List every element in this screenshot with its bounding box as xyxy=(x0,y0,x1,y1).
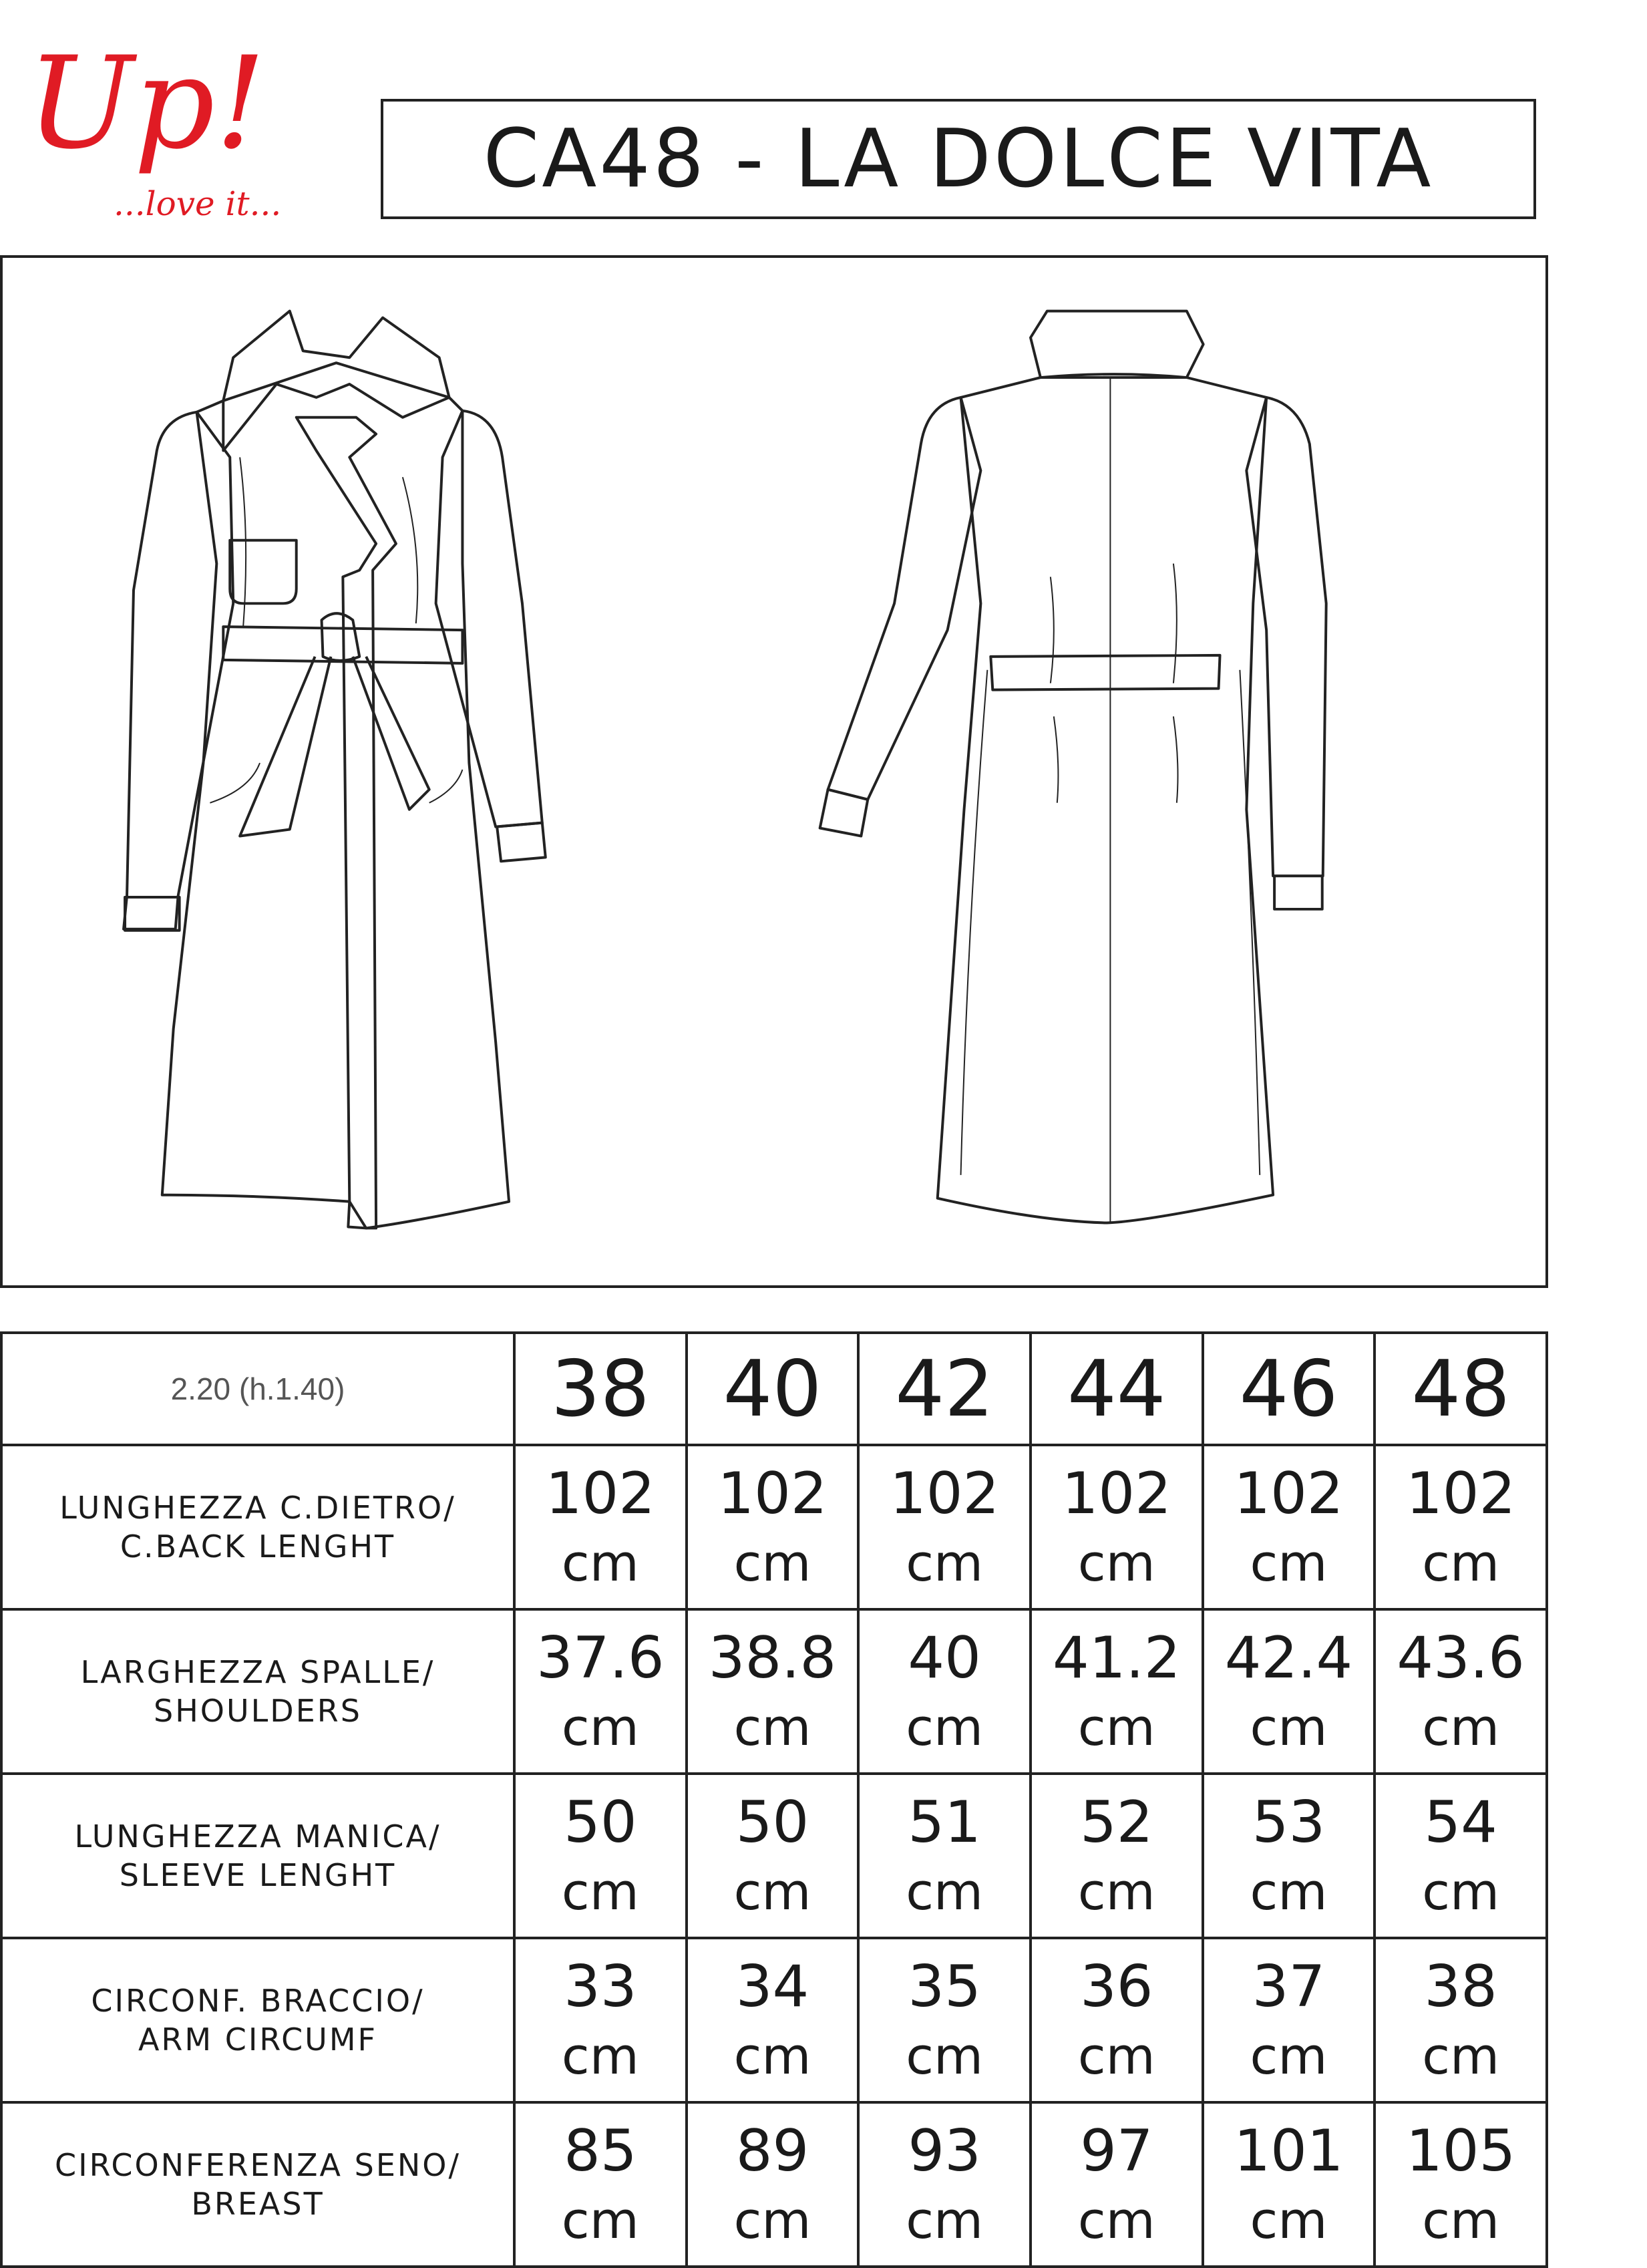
label-italian: CIRCONFERENZA SENO/ xyxy=(54,2147,462,2183)
front-chest-pocket xyxy=(230,540,296,604)
coat-front-view xyxy=(124,311,546,1229)
measurement-cell xyxy=(514,1445,687,1609)
size-label: 40 xyxy=(723,1343,822,1434)
technical-drawing-panel xyxy=(0,255,1548,1288)
logo-tagline: ...love it... xyxy=(114,184,282,223)
measurement-label-cell xyxy=(1,1774,514,1938)
front-pocket-right xyxy=(429,770,463,803)
measurement-cell xyxy=(1375,1445,1547,1609)
front-pocket-left xyxy=(210,763,260,803)
measurement-unit: cm xyxy=(1077,2191,1155,2250)
size-label: 42 xyxy=(895,1343,994,1434)
measurement-unit: cm xyxy=(1422,1533,1500,1593)
measurement-cell xyxy=(858,1609,1031,1774)
front-collar xyxy=(223,311,449,451)
back-collar xyxy=(1031,311,1204,377)
measurement-value: 42.4 xyxy=(1224,1625,1353,1691)
measurement-value: 51 xyxy=(908,1789,981,1856)
front-lapel-band xyxy=(297,418,396,1229)
measurement-unit: cm xyxy=(1422,2026,1500,2086)
measurement-cell xyxy=(514,1609,687,1774)
back-dart-left xyxy=(1051,577,1054,683)
measurement-value: 50 xyxy=(735,1789,809,1856)
measurement-cell xyxy=(1203,1774,1375,1938)
label-italian: LARGHEZZA SPALLE/ xyxy=(80,1654,435,1690)
logo-graphic xyxy=(20,40,334,234)
measurement-unit: cm xyxy=(1250,2191,1328,2250)
measurement-unit: cm xyxy=(561,1697,639,1757)
measurement-unit: cm xyxy=(906,1697,984,1757)
measurement-cell xyxy=(1375,2102,1547,2267)
measurement-row xyxy=(1,1445,1547,1609)
measurement-unit: cm xyxy=(1250,1862,1328,1921)
measurement-value: 43.6 xyxy=(1397,1625,1525,1691)
measurement-label-cell xyxy=(1,2102,514,2267)
measurement-cell xyxy=(1031,1609,1203,1774)
back-belt xyxy=(990,655,1220,690)
measurement-cell xyxy=(687,1445,859,1609)
measurement-value: 102 xyxy=(1234,1460,1344,1527)
measurement-value: 37 xyxy=(1252,1953,1326,2020)
measurement-cell xyxy=(858,1938,1031,2102)
label-english: BREAST xyxy=(191,2186,325,2222)
measurement-cell xyxy=(514,1938,687,2102)
size-header-cell xyxy=(1375,1333,1547,1445)
measurement-row xyxy=(1,1774,1547,1938)
size-label: 48 xyxy=(1411,1343,1510,1434)
measurement-row xyxy=(1,1609,1547,1774)
measurement-cell xyxy=(1375,1609,1547,1774)
back-right-cuff xyxy=(1274,876,1322,909)
size-header-cell xyxy=(1203,1333,1375,1445)
size-label: 38 xyxy=(551,1343,650,1434)
title-box xyxy=(381,99,1536,219)
brand-logo xyxy=(20,40,334,234)
measurement-value: 102 xyxy=(1406,1460,1516,1527)
measurement-unit: cm xyxy=(561,1862,639,1921)
front-body-outline xyxy=(162,363,509,1228)
measurement-unit: cm xyxy=(906,2026,984,2086)
measurement-value: 35 xyxy=(908,1953,981,2020)
measurement-cell xyxy=(1203,1445,1375,1609)
measurement-unit: cm xyxy=(561,1533,639,1593)
measurement-value: 37.6 xyxy=(536,1625,665,1691)
coat-drawings xyxy=(3,258,1545,1285)
front-right-sleeve xyxy=(436,411,542,827)
front-belt-tail-left xyxy=(240,657,331,836)
measurement-unit: cm xyxy=(733,1862,811,1921)
measurement-cell xyxy=(1203,2102,1375,2267)
measurement-unit: cm xyxy=(1422,1697,1500,1757)
label-italian: LUNGHEZZA C.DIETRO/ xyxy=(59,1490,456,1526)
measurement-unit: cm xyxy=(1422,1862,1500,1921)
measurement-unit: cm xyxy=(1077,1862,1155,1921)
measurement-value: 102 xyxy=(717,1460,828,1527)
front-seam-right xyxy=(403,477,417,623)
measurement-label-cell xyxy=(1,1938,514,2102)
measurement-unit: cm xyxy=(1422,2191,1500,2250)
measurement-cell xyxy=(1031,1774,1203,1938)
measurement-value: 102 xyxy=(890,1460,1000,1527)
label-english: SHOULDERS xyxy=(154,1693,362,1729)
measurement-value: 101 xyxy=(1234,2118,1344,2184)
measurement-value: 54 xyxy=(1424,1789,1497,1856)
measurement-value: 93 xyxy=(908,2118,981,2184)
coat-back-view xyxy=(820,311,1326,1223)
front-belt-tail-right xyxy=(353,657,429,810)
measurement-unit: cm xyxy=(1077,1533,1155,1593)
measurement-cell xyxy=(1375,1774,1547,1938)
label-italian: LUNGHEZZA MANICA/ xyxy=(74,1818,441,1854)
measurement-row xyxy=(1,2102,1547,2267)
measurement-value: 50 xyxy=(564,1789,637,1856)
measurement-unit: cm xyxy=(733,1697,811,1757)
measurement-value: 85 xyxy=(564,2118,637,2184)
measurement-cell xyxy=(1375,1938,1547,2102)
measurement-label-cell xyxy=(1,1445,514,1609)
measurement-value: 40 xyxy=(908,1625,981,1691)
measurement-cell xyxy=(1203,1609,1375,1774)
measurement-cell xyxy=(858,2102,1031,2267)
measurement-cell xyxy=(1203,1938,1375,2102)
measurement-cell xyxy=(514,2102,687,2267)
front-belt-knot xyxy=(322,613,360,661)
size-label: 46 xyxy=(1239,1343,1338,1434)
measurement-cell xyxy=(687,1609,859,1774)
measurement-cell xyxy=(687,2102,859,2267)
measurement-value: 38.8 xyxy=(708,1625,837,1691)
measurement-unit: cm xyxy=(1077,2026,1155,2086)
measurement-unit: cm xyxy=(906,1862,984,1921)
measurement-value: 33 xyxy=(564,1953,637,2020)
label-italian: CIRCONF. BRACCIO/ xyxy=(91,1983,425,2019)
size-header-cell xyxy=(858,1333,1031,1445)
measurement-value: 53 xyxy=(1252,1789,1326,1856)
measurement-value: 52 xyxy=(1080,1789,1153,1856)
measurement-unit: cm xyxy=(733,1533,811,1593)
measurement-cell xyxy=(1031,1938,1203,2102)
back-dart-left-lower xyxy=(1054,716,1059,802)
page-title: CA48 - LA DOLCE VITA xyxy=(483,112,1434,206)
measurement-unit: cm xyxy=(733,2191,811,2250)
size-header-cell xyxy=(1031,1333,1203,1445)
measurement-cell xyxy=(514,1774,687,1938)
fabric-note-cell xyxy=(1,1333,514,1445)
back-right-sleeve xyxy=(1246,397,1326,876)
measurement-value: 34 xyxy=(735,1953,809,2020)
measurement-unit: cm xyxy=(1250,1697,1328,1757)
front-left-sleeve xyxy=(124,412,233,929)
label-english: C.BACK LENGHT xyxy=(120,1528,396,1565)
back-side-seam-left xyxy=(961,670,988,1175)
back-dart-right xyxy=(1173,564,1177,683)
measurement-cell xyxy=(858,1774,1031,1938)
measurement-cell xyxy=(687,1774,859,1938)
measurement-unit: cm xyxy=(1250,1533,1328,1593)
measurement-value: 102 xyxy=(545,1460,655,1527)
fabric-note: 2.20 (h.1.40) xyxy=(170,1371,345,1406)
measurement-value: 105 xyxy=(1406,2118,1516,2184)
size-label: 44 xyxy=(1067,1343,1166,1434)
measurement-value: 89 xyxy=(735,2118,809,2184)
front-seam-left xyxy=(240,457,246,627)
size-header-cell xyxy=(687,1333,859,1445)
front-left-cuff xyxy=(125,897,180,931)
measurement-unit: cm xyxy=(1250,2026,1328,2086)
measurement-unit: cm xyxy=(1077,1697,1155,1757)
label-english: ARM CIRCUMF xyxy=(138,2021,378,2058)
measurement-cell xyxy=(1031,1445,1203,1609)
back-left-sleeve xyxy=(828,397,981,800)
measurement-value: 97 xyxy=(1080,2118,1153,2184)
measurement-unit: cm xyxy=(906,2191,984,2250)
measurement-value: 38 xyxy=(1424,1953,1497,2020)
measurement-row xyxy=(1,1938,1547,2102)
size-header-row xyxy=(1,1333,1547,1445)
measurement-unit: cm xyxy=(906,1533,984,1593)
back-dart-right-lower xyxy=(1173,716,1178,802)
front-right-cuff xyxy=(497,823,546,862)
label-english: SLEEVE LENGHT xyxy=(119,1857,397,1893)
measurement-cell xyxy=(687,1938,859,2102)
logo-main-text: Up! xyxy=(27,40,266,177)
measurement-value: 36 xyxy=(1080,1953,1153,2020)
measurement-value: 41.2 xyxy=(1053,1625,1181,1691)
measurement-unit: cm xyxy=(561,2191,639,2250)
back-body-outline xyxy=(938,377,1273,1223)
measurement-unit: cm xyxy=(733,2026,811,2086)
measurement-cell xyxy=(858,1445,1031,1609)
measurement-cell xyxy=(1031,2102,1203,2267)
size-table xyxy=(0,1331,1548,2268)
measurement-label-cell xyxy=(1,1609,514,1774)
measurement-unit: cm xyxy=(561,2026,639,2086)
size-header-cell xyxy=(514,1333,687,1445)
back-left-cuff xyxy=(820,790,868,836)
measurement-value: 102 xyxy=(1061,1460,1171,1527)
